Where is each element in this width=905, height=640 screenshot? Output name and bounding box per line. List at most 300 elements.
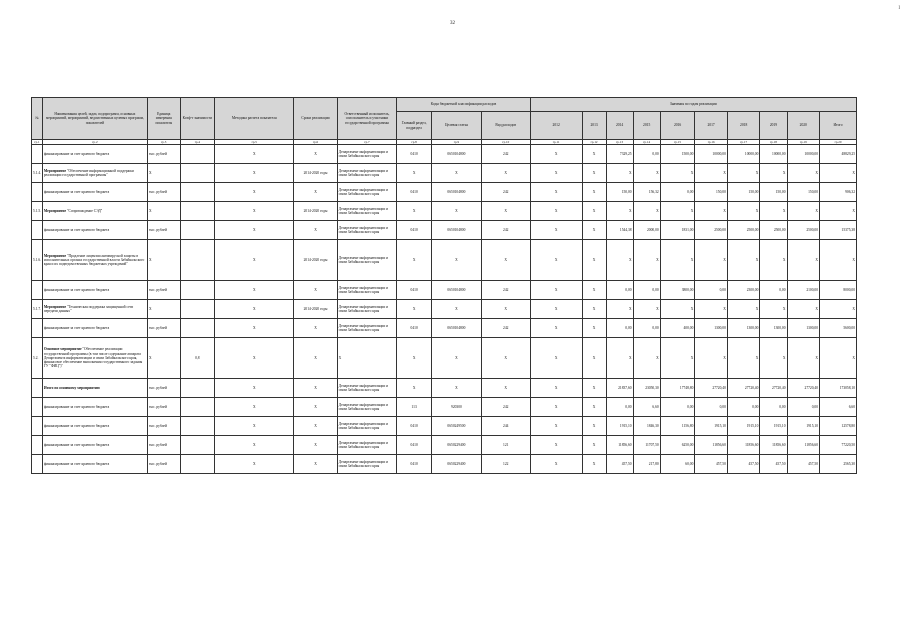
method-cell: X (215, 417, 294, 436)
year-value-cell: 1915,10 (695, 417, 728, 436)
year-value-cell: 1915,10 (760, 417, 787, 436)
year-value-cell: X (582, 319, 606, 338)
year-value-cell: X (606, 164, 633, 183)
year-value-cell: 27720,40 (727, 379, 760, 398)
year-value-cell: X (530, 417, 582, 436)
year-value-cell: X (530, 338, 582, 379)
expense-cell: 244 (481, 417, 530, 436)
target-cell: 0650104800 (431, 319, 481, 338)
year-value-cell: X (633, 338, 660, 379)
year-value-cell: X (787, 202, 820, 221)
row-number-cell (32, 417, 43, 436)
year-value-cell: 10000,00 (695, 145, 728, 164)
row-name-cell (42, 455, 147, 474)
column-index-cell: гр.5 (215, 140, 294, 145)
unit-cell: тыс. рублей (147, 183, 180, 202)
period-cell: 2014-2020 годы (294, 300, 337, 319)
year-value-cell: X (727, 202, 760, 221)
expense-cell: 242 (481, 281, 530, 300)
period-cell: X (294, 436, 337, 455)
period-cell: X (294, 338, 337, 379)
year-value-cell: 457,50 (787, 455, 820, 474)
column-index-cell: гр.10 (481, 140, 530, 145)
column-index-cell: гр.16 (695, 140, 728, 145)
year-value-cell: 27720,40 (787, 379, 820, 398)
executor-cell: Департамент информатизации и связи Забайкальского края (337, 164, 397, 183)
executor-cell: Департамент информатизации и связи Забайкальского края (337, 281, 397, 300)
year-value-cell: X (530, 164, 582, 183)
unit-cell: тыс. рублей (147, 436, 180, 455)
unit-cell: тыс. рублей (147, 281, 180, 300)
chapter-cell: 0410 (397, 417, 432, 436)
total-cell: X (820, 164, 857, 183)
year-value-cell: X (633, 300, 660, 319)
table-row (32, 145, 857, 164)
year-value-cell: X (760, 338, 787, 379)
year-value-cell: X (582, 300, 606, 319)
edge-mark: I (898, 6, 900, 11)
year-value-cell: X (530, 183, 582, 202)
method-cell: X (215, 240, 294, 281)
year-value-cell: 6250,00 (660, 436, 695, 455)
chapter-cell: 0410 (397, 319, 432, 338)
year-value-cell: X (582, 398, 606, 417)
year-value-cell: 150,00 (606, 183, 633, 202)
total-cell: 77220,50 (820, 436, 857, 455)
coef-cell (180, 417, 215, 436)
year-value-cell: X (606, 300, 633, 319)
header-year: 2013 (582, 112, 606, 140)
expense-cell: 242 (481, 398, 530, 417)
year-value-cell: 0,00 (606, 281, 633, 300)
period-cell: X (294, 455, 337, 474)
expense-cell: 242 (481, 319, 530, 338)
target-cell: 0650104800 (431, 145, 481, 164)
column-index-cell: гр.13 (606, 140, 633, 145)
column-index-cell: гр.12 (582, 140, 606, 145)
chapter-cell: 113 (397, 398, 432, 417)
header-expense: Вид расходов (481, 112, 530, 140)
target-cell: X (431, 164, 481, 183)
year-value-cell: 11856,60 (727, 436, 760, 455)
table-row (32, 338, 857, 379)
year-value-cell: X (660, 202, 695, 221)
year-value-cell: X (787, 300, 820, 319)
year-value-cell: 2500,00 (760, 221, 787, 240)
row-name-cell (42, 221, 147, 240)
row-name-text: финансирование за счет краевого бюджета (43, 287, 110, 292)
column-index-cell: гр.8 (397, 140, 432, 145)
executor-cell: Департамент информатизации и связи Забайкальского края (337, 436, 397, 455)
table-row (32, 379, 857, 398)
year-value-cell: 150,00 (787, 183, 820, 202)
year-value-cell: X (530, 300, 582, 319)
year-value-cell: X (760, 300, 787, 319)
year-value-cell: X (530, 281, 582, 300)
year-value-cell: 11856,60 (760, 436, 787, 455)
year-value-cell: X (760, 164, 787, 183)
header-target: Целевая статья (431, 112, 481, 140)
period-cell: X (294, 379, 337, 398)
row-number-cell (32, 398, 43, 417)
year-value-cell: X (633, 164, 660, 183)
year-value-cell: X (760, 202, 787, 221)
year-value-cell: 1300,00 (727, 319, 760, 338)
coef-cell (180, 183, 215, 202)
header-total: Итого (820, 112, 857, 140)
total-cell: X (820, 338, 857, 379)
year-value-cell: X (530, 398, 582, 417)
column-index-cell: гр.4 (180, 140, 215, 145)
coef-cell (180, 202, 215, 221)
row-name-cell (42, 398, 147, 417)
year-value-cell: X (606, 338, 633, 379)
row-name-text: "Обеспечение реализации государственной программы (в том числе содержание аппарата Департамента информатизации и связи Забайкальского края, финансовое обеспечение выполнения государственного задания ГУ "ФИЦ")" (43, 347, 143, 369)
year-value-cell: X (727, 300, 760, 319)
budget-table (31, 97, 857, 474)
row-number-cell (32, 319, 43, 338)
row-name-cell (42, 338, 147, 379)
table-row (32, 183, 857, 202)
year-value-cell: X (727, 240, 760, 281)
row-number-cell: 5.1.5. (32, 202, 43, 221)
row-name-text: финансирование за счет краевого бюджета (43, 151, 110, 156)
unit-cell: тыс. рублей (147, 379, 180, 398)
total-cell: 173058,10 (820, 379, 857, 398)
column-index-cell: гр.6 (294, 140, 337, 145)
method-cell: X (215, 398, 294, 417)
expense-cell: X (481, 300, 530, 319)
row-name-text: "Техническая поддержка защищенной сети передачи данных" (43, 304, 134, 313)
year-value-cell: X (530, 319, 582, 338)
header-unit: Единица измерения показателя (147, 98, 180, 140)
year-value-cell: X (727, 338, 760, 379)
expense-cell: X (481, 338, 530, 379)
coef-cell (180, 281, 215, 300)
year-value-cell: 17748,80 (660, 379, 695, 398)
year-value-cell: 150,00 (695, 183, 728, 202)
year-value-cell: 27720,40 (760, 379, 787, 398)
year-value-cell: 10000,00 (727, 145, 760, 164)
method-cell: X (215, 221, 294, 240)
row-name-text: финансирование за счет краевого бюджета (43, 423, 110, 428)
target-cell: 0650229400 (431, 455, 481, 474)
chapter-cell: 0410 (397, 183, 432, 202)
period-cell: 2014-2020 годы (294, 164, 337, 183)
column-index-cell: гр.2 (42, 140, 147, 145)
column-index-cell: гр.14 (633, 140, 660, 145)
year-value-cell: 1831,00 (660, 221, 695, 240)
header-period: Сроки реализации (294, 98, 337, 140)
unit-cell: тыс. рублей (147, 417, 180, 436)
row-name-cell (42, 164, 147, 183)
year-value-cell: 0,00 (633, 145, 660, 164)
row-number-cell (32, 379, 43, 398)
target-cell: 0650229400 (431, 436, 481, 455)
year-value-cell: 457,50 (760, 455, 787, 474)
chapter-cell: 0410 (397, 281, 432, 300)
unit-cell: X (147, 240, 180, 281)
period-cell: X (294, 145, 337, 164)
row-name-cell (42, 436, 147, 455)
row-name-cell (42, 202, 147, 221)
year-value-cell: 0,00 (787, 398, 820, 417)
year-value-cell: 400,00 (660, 319, 695, 338)
total-cell: X (820, 240, 857, 281)
table-row (32, 436, 857, 455)
table-row (32, 164, 857, 183)
executor-cell: Департамент информатизации и связи Забайкальского края (337, 398, 397, 417)
method-cell: X (215, 281, 294, 300)
year-value-cell: 1500,00 (660, 145, 695, 164)
year-value-cell: 6,60 (633, 398, 660, 417)
chapter-cell: X (397, 164, 432, 183)
column-index-cell: гр.20 (820, 140, 857, 145)
row-name-text: финансирование за счет краевого бюджета (43, 461, 110, 466)
expense-cell: X (481, 164, 530, 183)
method-cell: X (215, 202, 294, 221)
year-value-cell: X (660, 240, 695, 281)
total-cell: 8000,00 (820, 281, 857, 300)
page-number: 32 (450, 21, 455, 26)
year-value-cell: X (582, 281, 606, 300)
header-year: 2015 (633, 112, 660, 140)
column-index-cell: гр.1 (32, 140, 43, 145)
row-name-prefix: Основное мероприятие (43, 347, 82, 352)
year-value-cell: 1300,00 (760, 319, 787, 338)
row-number-cell (32, 281, 43, 300)
year-value-cell: 2500,00 (727, 221, 760, 240)
executor-cell: Департамент информатизации и связи Забайкальского края (337, 240, 397, 281)
year-value-cell: 1156,80 (660, 417, 695, 436)
total-cell: 12578,80 (820, 417, 857, 436)
year-value-cell: X (633, 240, 660, 281)
year-value-cell: 0,00 (633, 319, 660, 338)
header-year: 2019 (760, 112, 787, 140)
year-value-cell: X (582, 183, 606, 202)
year-value-cell: 1544,38 (606, 221, 633, 240)
row-name-text: финансирование за счет краевого бюджета (43, 404, 110, 409)
column-index-cell: гр.7 (337, 140, 397, 145)
year-value-cell: 2100,00 (787, 281, 820, 300)
target-cell: X (431, 300, 481, 319)
unit-cell: тыс. рублей (147, 455, 180, 474)
header-name: Наименования целей, задач, подпрограмм, основных мероприятий, мероприятий, ведомственных целевых программ, показателей (42, 98, 147, 140)
year-value-cell: X (530, 379, 582, 398)
year-value-cell: 1915,10 (787, 417, 820, 436)
method-cell: X (215, 319, 294, 338)
year-value-cell: 150,00 (727, 183, 760, 202)
year-value-cell: X (695, 300, 728, 319)
table-row (32, 417, 857, 436)
table-row (32, 300, 857, 319)
chapter-cell: 0410 (397, 455, 432, 474)
method-cell: X (215, 338, 294, 379)
expense-cell: 122 (481, 455, 530, 474)
row-name-cell (42, 300, 147, 319)
header-year: 2012 (530, 112, 582, 140)
executor-cell: Департамент информатизации и связи Забайкальского края (337, 379, 397, 398)
year-value-cell: 0,00 (695, 281, 728, 300)
row-name-text: финансирование за счет краевого бюджета (43, 227, 110, 232)
target-cell: 0650104800 (431, 221, 481, 240)
year-value-cell: 60,00 (660, 455, 695, 474)
table-row (32, 240, 857, 281)
unit-cell: X (147, 164, 180, 183)
method-cell: X (215, 455, 294, 474)
period-cell: X (294, 398, 337, 417)
expense-cell: X (481, 240, 530, 281)
year-value-cell: 217,80 (633, 455, 660, 474)
method-cell: X (215, 164, 294, 183)
column-index-cell: гр.3 (147, 140, 180, 145)
method-cell: X (215, 183, 294, 202)
year-value-cell: X (530, 436, 582, 455)
year-value-cell: 11856,60 (787, 436, 820, 455)
header-year: 2016 (660, 112, 695, 140)
year-value-cell: X (582, 455, 606, 474)
coef-cell (180, 379, 215, 398)
year-value-cell: X (660, 164, 695, 183)
total-cell: 6,60 (820, 398, 857, 417)
executor-cell: Департамент информатизации и связи Забайкальского края (337, 417, 397, 436)
unit-cell: тыс. рублей (147, 319, 180, 338)
method-cell: X (215, 145, 294, 164)
row-name-text: "Обеспечение информационной поддержки реализации государственной программы" (43, 168, 134, 177)
table-row (32, 202, 857, 221)
header-year: 2014 (606, 112, 633, 140)
row-number-cell (32, 436, 43, 455)
year-value-cell: X (582, 436, 606, 455)
year-value-cell: X (727, 164, 760, 183)
column-index-cell: гр.11 (530, 140, 582, 145)
method-cell: X (215, 379, 294, 398)
year-value-cell: X (606, 240, 633, 281)
chapter-cell: X (397, 240, 432, 281)
year-value-cell: X (530, 145, 582, 164)
year-value-cell: X (695, 338, 728, 379)
coef-cell (180, 398, 215, 417)
chapter-cell: X (397, 202, 432, 221)
row-name-text: финансирование за счет краевого бюджета (43, 442, 110, 447)
period-cell: 2014-2020 годы (294, 240, 337, 281)
year-value-cell: 150,00 (760, 183, 787, 202)
table-row (32, 221, 857, 240)
target-cell: 920300 (431, 398, 481, 417)
header-chapter: Главный раздел, подраздел (397, 112, 432, 140)
row-number-cell (32, 183, 43, 202)
year-value-cell: 0,00 (727, 398, 760, 417)
header-no: № (32, 98, 43, 140)
year-value-cell: 0,00 (760, 398, 787, 417)
row-name-cell (42, 281, 147, 300)
year-value-cell: X (530, 240, 582, 281)
target-cell: 0650104800 (431, 281, 481, 300)
row-number-cell (32, 221, 43, 240)
year-value-cell: 1846,30 (633, 417, 660, 436)
row-number-cell: 5.1.4. (32, 164, 43, 183)
unit-cell: тыс. рублей (147, 398, 180, 417)
year-value-cell: X (760, 240, 787, 281)
executor-cell: Департамент информатизации и связи Забайкальского края (337, 300, 397, 319)
target-cell: X (431, 379, 481, 398)
total-cell: 2565,30 (820, 455, 857, 474)
column-index-cell: гр.9 (431, 140, 481, 145)
period-cell: X (294, 319, 337, 338)
year-value-cell: 156,32 (633, 183, 660, 202)
year-value-cell: 23050,30 (633, 379, 660, 398)
year-value-cell: X (695, 240, 728, 281)
year-value-cell: 1915,10 (727, 417, 760, 436)
chapter-cell: X (397, 338, 432, 379)
row-name-prefix: Мероприятие (43, 208, 67, 213)
year-value-cell: X (660, 338, 695, 379)
coef-cell (180, 240, 215, 281)
target-cell: X (431, 202, 481, 221)
row-name-prefix: Мероприятие (43, 304, 67, 309)
row-name-cell (42, 145, 147, 164)
unit-cell: тыс. рублей (147, 145, 180, 164)
coef-cell: 0,8 (180, 338, 215, 379)
method-cell: X (215, 436, 294, 455)
year-value-cell: X (582, 145, 606, 164)
row-name-text: "Сопровождение СЭД" (66, 208, 103, 213)
year-value-cell: 1300,00 (695, 319, 728, 338)
period-cell: X (294, 183, 337, 202)
expense-cell: 242 (481, 221, 530, 240)
year-value-cell: 0,00 (760, 281, 787, 300)
year-value-cell: 10000,00 (787, 145, 820, 164)
header-year: 2018 (727, 112, 760, 140)
year-value-cell: 2000,00 (633, 221, 660, 240)
unit-cell: X (147, 202, 180, 221)
header-budget-codes: Коды бюджетной классификации расходов (397, 98, 530, 112)
target-cell: X (431, 338, 481, 379)
period-cell: X (294, 417, 337, 436)
total-cell: X (820, 202, 857, 221)
year-value-cell: X (787, 164, 820, 183)
method-cell: X (215, 300, 294, 319)
year-value-cell: X (582, 338, 606, 379)
column-index-cell: гр.18 (760, 140, 787, 145)
coef-cell (180, 145, 215, 164)
total-cell: 48829,25 (820, 145, 857, 164)
row-name-cell (42, 319, 147, 338)
year-value-cell: 21837,60 (606, 379, 633, 398)
year-value-cell: X (695, 202, 728, 221)
header-year: 2020 (787, 112, 820, 140)
year-value-cell: X (695, 164, 728, 183)
table-body (32, 145, 857, 474)
year-value-cell: 2300,00 (727, 281, 760, 300)
year-value-cell: X (633, 202, 660, 221)
row-number-cell (32, 145, 43, 164)
total-cell: 15375,38 (820, 221, 857, 240)
executor-cell: X (337, 338, 397, 379)
chapter-cell: 0410 (397, 221, 432, 240)
coef-cell (180, 436, 215, 455)
row-name-cell (42, 240, 147, 281)
year-value-cell: X (787, 240, 820, 281)
table-row (32, 319, 857, 338)
period-cell: X (294, 221, 337, 240)
period-cell: 2014-2020 годы (294, 202, 337, 221)
expense-cell: 242 (481, 183, 530, 202)
table-row (32, 398, 857, 417)
year-value-cell: 457,50 (695, 455, 728, 474)
row-name-text: финансирование за счет краевого бюджета (43, 325, 110, 330)
expense-cell: 121 (481, 436, 530, 455)
